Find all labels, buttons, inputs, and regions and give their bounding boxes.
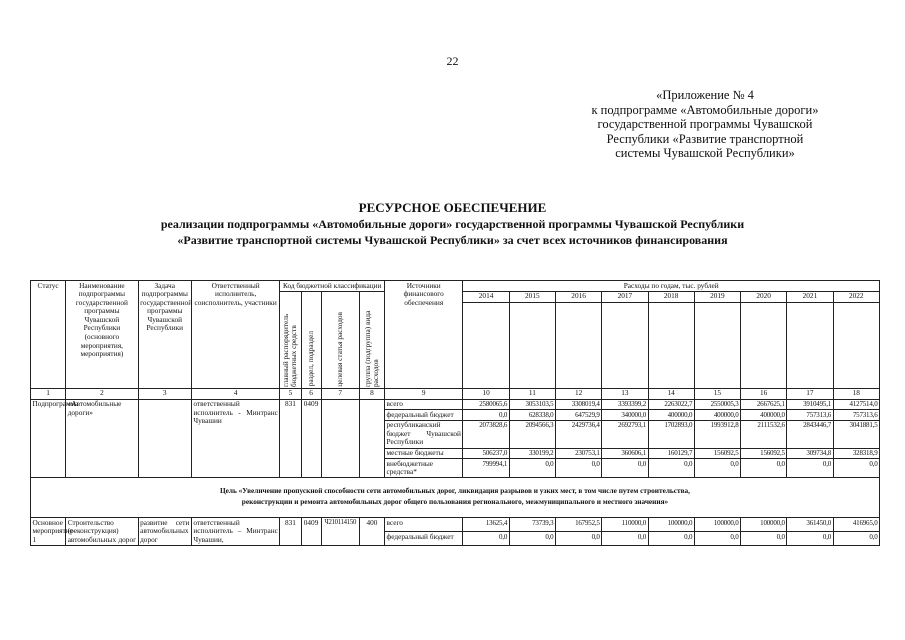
cell-value: 0,0 (648, 532, 694, 546)
column-number: 3 (138, 388, 191, 399)
cell-status: Основное мероприятие 1 (32, 517, 73, 545)
cell-value: 3393399,2 (602, 399, 648, 410)
header-year: 2019 (694, 291, 740, 302)
cell-value: 0,0 (463, 410, 509, 421)
appendix-line: государственной программы Чувашской (597, 117, 813, 132)
cell-source: внебюджетные средства* (385, 459, 463, 478)
cell-value: 2843446,7 (787, 420, 833, 448)
cell-value: 0,0 (741, 459, 787, 478)
appendix-caption (560, 88, 850, 161)
cell-value: 13625,4 (463, 518, 509, 532)
column-number: 12 (555, 388, 601, 399)
resource-table (30, 280, 880, 546)
cell-value: 3041881,5 (833, 420, 879, 448)
cell-source: всего (385, 399, 463, 410)
cell-value: 2429736,4 (555, 420, 601, 448)
cell-task: развитие сети автомобильных дорог (140, 517, 190, 545)
cell-grbs: 831 (280, 518, 301, 546)
cell-responsible: ответственный исполнитель - Минтранс Чувашии (191, 399, 280, 478)
table-row (31, 518, 880, 532)
cell-value: 2667625,1 (741, 399, 787, 410)
column-number: 8 (359, 388, 384, 399)
column-number: 6 (301, 388, 321, 399)
goal-row (31, 478, 880, 518)
appendix-line: Республики «Развитие транспортной (606, 131, 804, 146)
cell-group: 400 (359, 518, 384, 546)
cell-value: 400000,0 (694, 410, 740, 421)
cell-value: 0,0 (694, 459, 740, 478)
cell-value: 0,0 (741, 532, 787, 546)
cell-value: 2580065,6 (463, 399, 509, 410)
column-number: 15 (694, 388, 740, 399)
cell-value: 360606,1 (602, 448, 648, 459)
column-number: 2 (66, 388, 138, 399)
cell-value: 647529,9 (555, 410, 601, 421)
cell-value: 100000,0 (694, 518, 740, 532)
cell-value: 0,0 (833, 532, 879, 546)
cell-value: 400000,0 (741, 410, 787, 421)
header-target: целевая статья расходов (321, 291, 359, 388)
column-number: 10 (463, 388, 509, 399)
cell-value: 628338,0 (509, 410, 555, 421)
appendix-line: к подпрограмме «Автомобильные дороги» (591, 102, 819, 117)
cell-value: 0,0 (555, 532, 601, 546)
cell-value: 0,0 (833, 459, 879, 478)
cell-value: 340000,0 (602, 410, 648, 421)
header-section: раздел, подраздел (301, 291, 321, 388)
title-subline: реализации подпрограммы «Автомобильные дороги» государственной программы Чувашской Республики (160, 217, 745, 231)
header-budget-code: Код бюджетной классификации (280, 281, 385, 292)
cell-value: 156092,5 (741, 448, 787, 459)
cell-value: 3308019,4 (555, 399, 601, 410)
cell-source: федеральный бюджет (385, 410, 463, 421)
cell-grbs: 831 (280, 399, 301, 478)
cell-value: 2692793,1 (602, 420, 648, 448)
cell-value: 4127514,0 (833, 399, 879, 410)
header-status: Статус (31, 281, 66, 389)
header-row (31, 281, 880, 292)
column-number: 7 (321, 388, 359, 399)
cell-value: 400000,0 (648, 410, 694, 421)
page-number: 22 (446, 54, 459, 68)
header-responsible: Ответственный исполнитель, соисполнитель, участники (191, 281, 280, 389)
header-expenses: Расходы по годам, тыс. рублей (463, 281, 880, 292)
cell-value: 757313,6 (787, 410, 833, 421)
cell-value: 0,0 (602, 532, 648, 546)
title-subline: «Развитие транспортной системы Чувашской Республики» за счет всех источников финансирования (177, 233, 728, 247)
cell-value: 100000,0 (648, 518, 694, 532)
column-number: 13 (602, 388, 648, 399)
cell-value: 416965,0 (833, 518, 879, 532)
header-year: 2020 (741, 291, 787, 302)
cell-value: 330199,2 (509, 448, 555, 459)
cell-value: 73739,3 (509, 518, 555, 532)
cell-value: 0,0 (602, 459, 648, 478)
cell-section: 0409 (301, 399, 321, 478)
cell-value: 799994,1 (463, 459, 509, 478)
cell-value: 1993912,8 (694, 420, 740, 448)
column-number: 9 (385, 388, 463, 399)
cell-value: 3053103,5 (509, 399, 555, 410)
header-sources: Источники финансового обеспечения (385, 281, 463, 389)
cell-value: 167952,5 (555, 518, 601, 532)
cell-value: 2111532,6 (741, 420, 787, 448)
cell-value: 309734,8 (787, 448, 833, 459)
cell-source: федеральный бюджет (385, 532, 463, 546)
cell-value: 110000,0 (602, 518, 648, 532)
header-year: 2016 (555, 291, 601, 302)
header-task: Задача подпрограммы государственной программы Чувашской Республики (138, 281, 191, 389)
appendix-line: «Приложение № 4 (656, 88, 754, 102)
cell-value: 361450,0 (787, 518, 833, 532)
cell-task (138, 399, 191, 478)
column-number: 16 (741, 388, 787, 399)
cell-value: 2263022,7 (648, 399, 694, 410)
cell-source: местные бюджеты (385, 448, 463, 459)
header-year: 2015 (509, 291, 555, 302)
cell-responsible: ответственный исполнитель – Минтранс Чувашии, (193, 517, 278, 545)
header-name: Наименование подпрограммы государственной программы Чувашской Республики (основного мероприятия, мероприятия) (66, 281, 138, 389)
cell-target: Ч210114150 (321, 518, 359, 546)
cell-value: 156092,5 (694, 448, 740, 459)
cell-source: всего (385, 518, 463, 532)
cell-value: 1702893,0 (648, 420, 694, 448)
cell-status: Подпрограмма (31, 399, 66, 478)
column-number-row (31, 388, 880, 399)
cell-value: 2094566,3 (509, 420, 555, 448)
header-year: 2017 (602, 291, 648, 302)
header-year: 2018 (648, 291, 694, 302)
cell-value: 0,0 (555, 459, 601, 478)
cell-value: 0,0 (787, 459, 833, 478)
goal-line: реконструкции и ремонта автомобильных дорог общего пользования регионального, межмуниципального и местного значения» (241, 497, 669, 507)
cell-value: 2073828,6 (463, 420, 509, 448)
header-grbs: главный распорядитель бюджетных средств (280, 291, 301, 388)
table-row (31, 399, 880, 410)
appendix-line: системы Чувашской Республики» (615, 146, 795, 161)
cell-value: 0,0 (509, 532, 555, 546)
header-group: группа (подгруппа) вида расходов (359, 291, 384, 388)
cell-target (321, 399, 359, 478)
header-year: 2014 (463, 291, 509, 302)
column-number: 18 (833, 388, 879, 399)
cell-section: 0409 (301, 518, 321, 546)
column-number: 17 (787, 388, 833, 399)
cell-value: 506237,0 (463, 448, 509, 459)
column-number: 4 (191, 388, 280, 399)
cell-value: 757313,6 (833, 410, 879, 421)
cell-source: республиканский бюджет Чувашской Республики (386, 420, 461, 447)
document-title (0, 200, 905, 248)
cell-value: 160129,7 (648, 448, 694, 459)
header-year: 2021 (787, 291, 833, 302)
cell-value: 0,0 (787, 532, 833, 546)
title-heading: РЕСУРСНОЕ ОБЕСПЕЧЕНИЕ (358, 200, 547, 215)
cell-value: 3910495,1 (787, 399, 833, 410)
column-number: 1 (31, 388, 66, 399)
column-number: 11 (509, 388, 555, 399)
cell-value: 0,0 (509, 459, 555, 478)
cell-value: 100000,0 (741, 518, 787, 532)
cell-value: 0,0 (648, 459, 694, 478)
cell-group (359, 399, 384, 478)
cell-value: 328318,9 (833, 448, 879, 459)
goal-line: Цель «Увеличение пропускной способности сети автомобильных дорог, ликвидация разрывов и узких мест, в том числе путем строительства, (219, 486, 691, 496)
cell-value: 0,0 (463, 532, 509, 546)
column-number: 5 (280, 388, 301, 399)
column-number: 14 (648, 388, 694, 399)
cell-value: 230753,1 (555, 448, 601, 459)
header-year: 2022 (833, 291, 879, 302)
cell-value: 2550005,3 (694, 399, 740, 410)
goal-text (31, 478, 880, 518)
cell-name: Строительство (реконструкция) автомобильных дорог (67, 517, 137, 545)
cell-value: 0,0 (694, 532, 740, 546)
cell-name: «Автомобильные дороги» (66, 399, 138, 478)
